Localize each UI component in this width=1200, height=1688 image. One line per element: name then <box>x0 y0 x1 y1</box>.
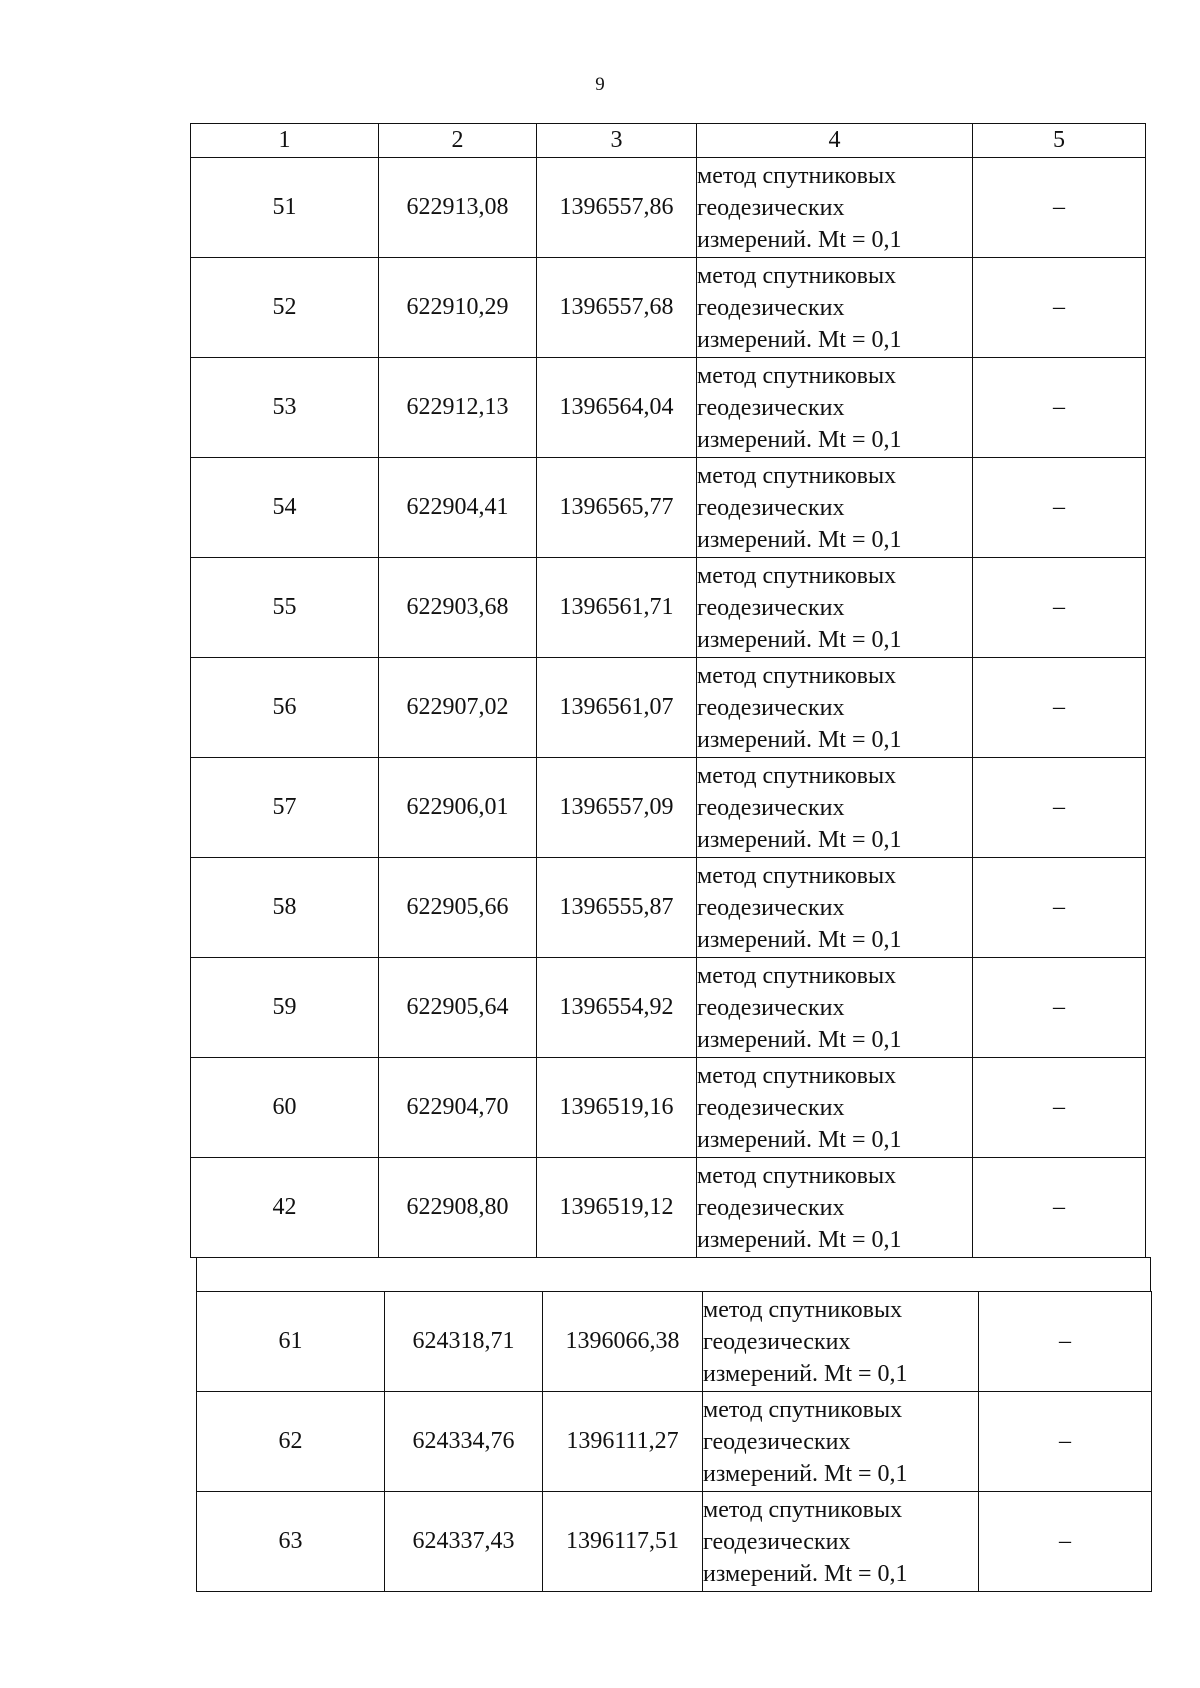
method-description <box>697 1158 973 1258</box>
method-line: измерений. Mt = 0,1 <box>697 826 902 853</box>
method-line: измерений. Mt = 0,1 <box>697 1126 902 1153</box>
point-number: 42 <box>191 1158 379 1258</box>
method-line: геодезических <box>697 894 845 921</box>
method-line: измерений. Mt = 0,1 <box>697 626 902 653</box>
method-description <box>697 258 973 358</box>
coordinates-table <box>190 123 1146 1258</box>
point-number: 57 <box>191 758 379 858</box>
method-line: геодезических <box>697 194 845 221</box>
coordinate-y: 1396561,07 <box>537 658 697 758</box>
note-dash: – <box>973 858 1146 958</box>
table-row <box>191 358 1146 458</box>
method-description <box>703 1292 979 1392</box>
coordinate-y: 1396564,04 <box>537 358 697 458</box>
method-line: измерений. Mt = 0,1 <box>703 1360 908 1387</box>
method-line: измерений. Mt = 0,1 <box>697 426 902 453</box>
table-section-separator <box>196 1257 1151 1291</box>
point-number: 61 <box>197 1292 385 1392</box>
method-line: измерений. Mt = 0,1 <box>697 326 902 353</box>
method-line: измерений. Mt = 0,1 <box>697 1226 902 1253</box>
column-header-3: 3 <box>537 124 697 158</box>
coordinate-x: 622904,41 <box>379 458 537 558</box>
coordinate-y: 1396565,77 <box>537 458 697 558</box>
method-line: метод спутниковых <box>697 762 897 789</box>
method-line: метод спутниковых <box>697 262 897 289</box>
method-line: метод спутниковых <box>697 1162 897 1189</box>
method-description <box>703 1492 979 1592</box>
coordinate-x: 622903,68 <box>379 558 537 658</box>
point-number: 55 <box>191 558 379 658</box>
note-dash: – <box>979 1492 1152 1592</box>
point-number: 54 <box>191 458 379 558</box>
table-row <box>191 558 1146 658</box>
method-line: геодезических <box>697 1194 845 1221</box>
method-line: измерений. Mt = 0,1 <box>697 726 902 753</box>
table-row <box>197 1392 1152 1492</box>
method-line: геодезических <box>697 694 845 721</box>
table-row <box>197 1292 1152 1392</box>
table-row <box>191 658 1146 758</box>
method-line: метод спутниковых <box>703 1296 903 1323</box>
point-number: 58 <box>191 858 379 958</box>
method-description <box>697 358 973 458</box>
method-description <box>697 658 973 758</box>
coordinate-y: 1396519,12 <box>537 1158 697 1258</box>
method-line: измерений. Mt = 0,1 <box>697 526 902 553</box>
method-description <box>697 558 973 658</box>
table-row <box>191 158 1146 258</box>
point-number: 56 <box>191 658 379 758</box>
coordinate-x: 622905,66 <box>379 858 537 958</box>
coordinate-x: 622907,02 <box>379 658 537 758</box>
method-line: метод спутниковых <box>697 962 897 989</box>
table-row <box>191 958 1146 1058</box>
table-row <box>191 758 1146 858</box>
method-line: измерений. Mt = 0,1 <box>697 1026 902 1053</box>
method-line: геодезических <box>703 1328 851 1355</box>
column-header-5: 5 <box>973 124 1146 158</box>
coordinate-y: 1396561,71 <box>537 558 697 658</box>
method-line: метод спутниковых <box>697 862 897 889</box>
table-row <box>191 258 1146 358</box>
note-dash: – <box>973 558 1146 658</box>
note-dash: – <box>979 1292 1152 1392</box>
method-description <box>703 1392 979 1492</box>
method-description <box>697 958 973 1058</box>
note-dash: – <box>979 1392 1152 1492</box>
column-header-4: 4 <box>697 124 973 158</box>
table-header-row <box>191 124 1146 158</box>
method-line: измерений. Mt = 0,1 <box>697 926 902 953</box>
table-row <box>191 858 1146 958</box>
column-header-1: 1 <box>191 124 379 158</box>
note-dash: – <box>973 458 1146 558</box>
table-row <box>191 458 1146 558</box>
coordinate-x: 624337,43 <box>385 1492 543 1592</box>
coordinate-y: 1396111,27 <box>543 1392 703 1492</box>
table-row <box>191 1158 1146 1258</box>
method-line: геодезических <box>697 394 845 421</box>
column-header-2: 2 <box>379 124 537 158</box>
coordinate-y: 1396555,87 <box>537 858 697 958</box>
note-dash: – <box>973 258 1146 358</box>
method-line: геодезических <box>703 1428 851 1455</box>
method-line: геодезических <box>697 994 845 1021</box>
method-line: измерений. Mt = 0,1 <box>703 1460 908 1487</box>
page-number: 9 <box>595 74 605 95</box>
coordinate-y: 1396557,68 <box>537 258 697 358</box>
coordinate-x: 622910,29 <box>379 258 537 358</box>
method-line: метод спутниковых <box>697 362 897 389</box>
coordinate-x: 622904,70 <box>379 1058 537 1158</box>
coordinate-x: 622906,01 <box>379 758 537 858</box>
table-row <box>191 1058 1146 1158</box>
coordinate-x: 622905,64 <box>379 958 537 1058</box>
method-line: измерений. Mt = 0,1 <box>697 226 902 253</box>
method-description <box>697 758 973 858</box>
note-dash: – <box>973 658 1146 758</box>
method-line: геодезических <box>703 1528 851 1555</box>
point-number: 51 <box>191 158 379 258</box>
note-dash: – <box>973 758 1146 858</box>
point-number: 52 <box>191 258 379 358</box>
method-description <box>697 858 973 958</box>
method-line: метод спутниковых <box>697 1062 897 1089</box>
method-description <box>697 158 973 258</box>
point-number: 60 <box>191 1058 379 1158</box>
coordinate-x: 624318,71 <box>385 1292 543 1392</box>
method-description <box>697 458 973 558</box>
method-line: геодезических <box>697 294 845 321</box>
method-line: геодезических <box>697 794 845 821</box>
method-line: метод спутниковых <box>703 1496 903 1523</box>
point-number: 63 <box>197 1492 385 1592</box>
note-dash: – <box>973 958 1146 1058</box>
note-dash: – <box>973 358 1146 458</box>
coordinate-x: 622913,08 <box>379 158 537 258</box>
method-line: геодезических <box>697 594 845 621</box>
method-line: метод спутниковых <box>697 662 897 689</box>
method-line: измерений. Mt = 0,1 <box>703 1560 908 1587</box>
coordinate-x: 622908,80 <box>379 1158 537 1258</box>
method-line: геодезических <box>697 1094 845 1121</box>
coordinate-x: 622912,13 <box>379 358 537 458</box>
method-line: метод спутниковых <box>697 162 897 189</box>
coordinate-y: 1396519,16 <box>537 1058 697 1158</box>
method-description <box>697 1058 973 1158</box>
method-line: метод спутниковых <box>697 462 897 489</box>
method-line: метод спутниковых <box>703 1396 903 1423</box>
coordinate-y: 1396554,92 <box>537 958 697 1058</box>
coordinate-y: 1396557,09 <box>537 758 697 858</box>
coordinate-x: 624334,76 <box>385 1392 543 1492</box>
method-line: геодезических <box>697 494 845 521</box>
note-dash: – <box>973 158 1146 258</box>
coordinates-table-continued <box>196 1291 1152 1592</box>
note-dash: – <box>973 1158 1146 1258</box>
coordinate-y: 1396557,86 <box>537 158 697 258</box>
point-number: 53 <box>191 358 379 458</box>
table-row <box>197 1492 1152 1592</box>
point-number: 62 <box>197 1392 385 1492</box>
note-dash: – <box>973 1058 1146 1158</box>
coordinate-y: 1396066,38 <box>543 1292 703 1392</box>
coordinate-y: 1396117,51 <box>543 1492 703 1592</box>
method-line: метод спутниковых <box>697 562 897 589</box>
point-number: 59 <box>191 958 379 1058</box>
